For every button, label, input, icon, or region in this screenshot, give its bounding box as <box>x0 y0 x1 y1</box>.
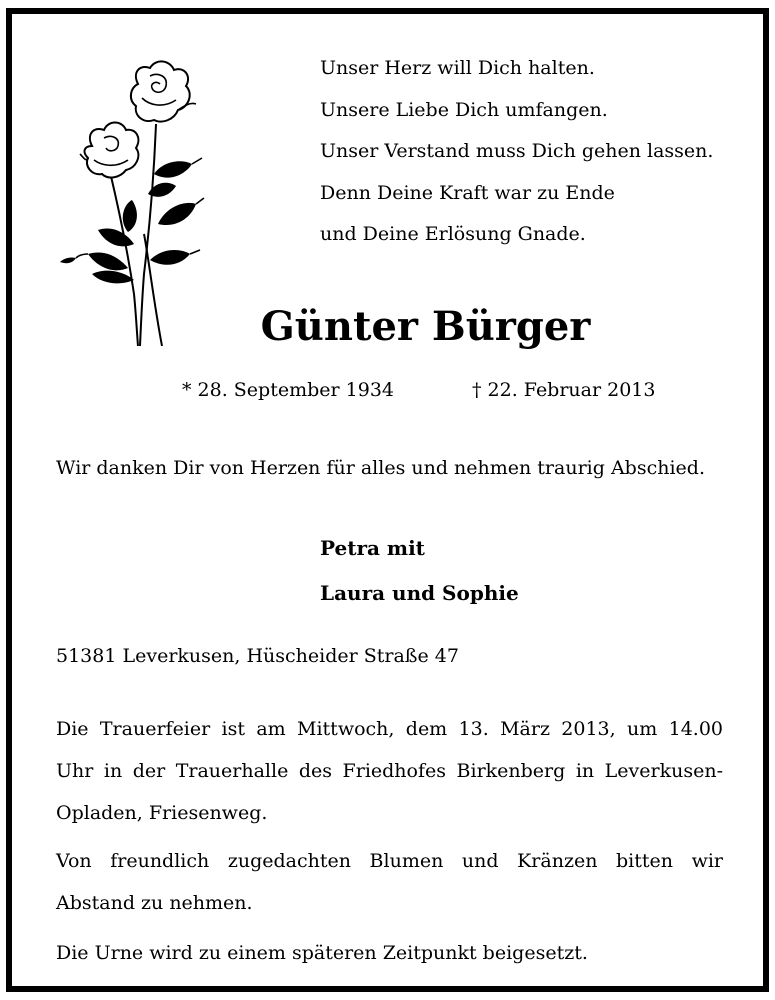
poem <box>320 48 760 256</box>
poem-line: und Deine Erlösung Gnade. <box>320 223 586 245</box>
poem-line: Denn Deine Kraft war zu Ende <box>320 181 615 204</box>
family-member: Petra mit <box>320 536 425 560</box>
birth-date: * 28. September 1934 <box>182 379 394 401</box>
death-date: † 22. Februar 2013 <box>472 379 656 401</box>
flowers-line: Von freundlich zugedachten Blumen und Kränzen bitten wir <box>56 850 723 872</box>
flowers-line: Abstand zu nehmen. <box>56 892 253 914</box>
funeral-notice <box>56 708 723 834</box>
family-member: Laura und Sophie <box>320 581 519 605</box>
poem-line: Unsere Liebe Dich umfangen. <box>320 98 608 121</box>
poem-line: Unser Verstand muss Dich gehen lassen. <box>320 140 714 162</box>
family-signature <box>320 526 519 616</box>
urn-line: Die Urne wird zu einem späteren Zeitpunkt beigesetzt. <box>56 942 588 964</box>
deceased-name: Günter Bürger <box>260 303 591 350</box>
urn-notice <box>56 932 723 974</box>
poem-line: Unser Herz will Dich halten. <box>320 57 595 79</box>
family-address: 51381 Leverkusen, Hüscheider Straße 47 <box>56 645 459 667</box>
flowers-notice <box>56 840 723 924</box>
funeral-line: Die Trauerfeier ist am Mittwoch, dem 13. März 2013, um 14.00 <box>56 718 723 740</box>
thanks-text: Wir danken Dir von Herzen für alles und nehmen traurig Abschied. <box>56 457 705 479</box>
funeral-line: Uhr in der Trauerhalle des Friedhofes Birkenberg in Leverkusen- <box>56 760 723 782</box>
funeral-line: Opladen, Friesenweg. <box>56 802 268 824</box>
obituary-frame <box>6 8 769 992</box>
